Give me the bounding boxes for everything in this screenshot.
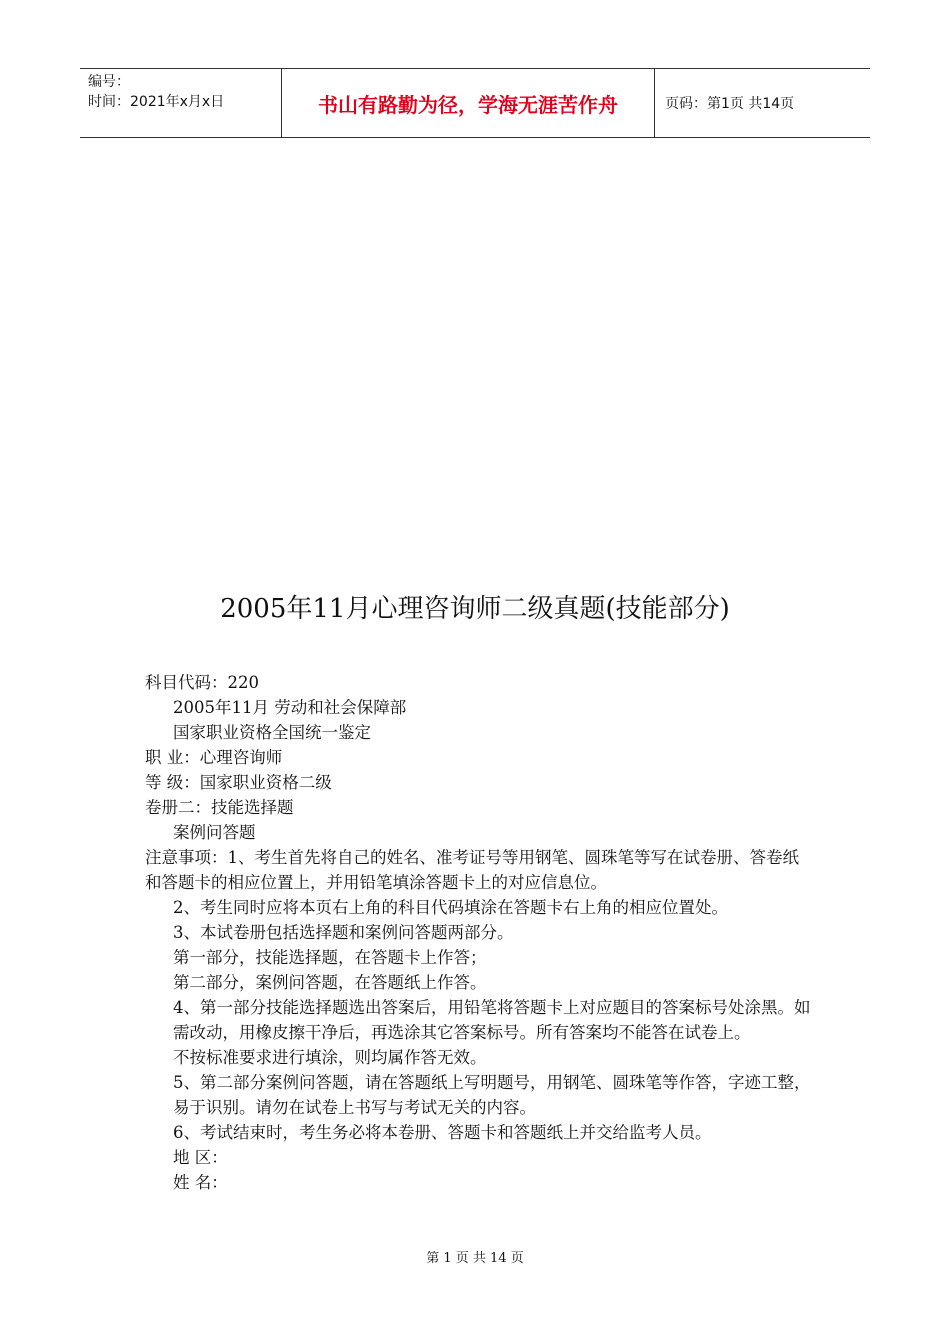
header-meta bbox=[80, 69, 282, 137]
body-line: 4、第一部分技能选择题选出答案后，用铅笔将答题卡上对应题目的答案标号处涂黑。如需改动，用橡皮擦干净后，再选涂其它答案标号。所有答案均不能答在试卷上。 bbox=[173, 998, 811, 1042]
body-line: 地 区： bbox=[173, 1148, 228, 1167]
body-line: 第一部分，技能选择题，在答题卡上作答； bbox=[173, 948, 487, 967]
body-line: 案例问答题 bbox=[173, 823, 256, 842]
document-body bbox=[145, 670, 815, 1195]
body-line: 科目代码：220 bbox=[145, 673, 259, 692]
document-title: 2005年11月心理咨询师二级真题(技能部分) bbox=[220, 594, 730, 624]
body-line: 6、考试结束时，考生务必将本卷册、答题卡和答题纸上并交给监考人员。 bbox=[173, 1123, 712, 1142]
body-line: 2005年11月 劳动和社会保障部 bbox=[173, 698, 407, 717]
body-line: 等 级：国家职业资格二级 bbox=[145, 773, 332, 792]
body-line: 不按标准要求进行填涂，则均属作答无效。 bbox=[173, 1048, 487, 1067]
body-line: 注意事项：1、考生首先将自己的姓名、准考证号等用钢笔、圆珠笔等写在试卷册、答卷纸和答题卡的相应位置上，并用铅笔填涂答题卡上的对应信息位。 bbox=[145, 848, 799, 892]
header-page-info: 页码：第1页 共14页 bbox=[665, 96, 795, 112]
header-motto: 书山有路勤为径，学海无涯苦作舟 bbox=[282, 69, 655, 137]
page-header bbox=[80, 68, 870, 138]
doc-number-label: 编号： bbox=[88, 74, 130, 90]
body-line: 5、第二部分案例问答题，请在答题纸上写明题号，用钢笔、圆珠笔等作答，字迹工整，易于识别。请勿在试卷上书写与考试无关的内容。 bbox=[173, 1073, 811, 1117]
body-line: 第二部分，案例问答题，在答题纸上作答。 bbox=[173, 973, 487, 992]
page-footer: 第 1 页 共 14 页 bbox=[426, 1251, 524, 1266]
body-line: 3、本试卷册包括选择题和案例问答题两部分。 bbox=[173, 923, 514, 942]
body-line: 姓 名： bbox=[173, 1173, 228, 1192]
body-line: 卷册二：技能选择题 bbox=[145, 798, 294, 817]
doc-time-label: 时间：2021年x月x日 bbox=[88, 94, 225, 110]
body-line: 2、考生同时应将本页右上角的科目代码填涂在答题卡右上角的相应位置处。 bbox=[173, 898, 728, 917]
body-line: 国家职业资格全国统一鉴定 bbox=[173, 723, 371, 742]
body-line: 职 业：心理咨询师 bbox=[145, 748, 283, 767]
